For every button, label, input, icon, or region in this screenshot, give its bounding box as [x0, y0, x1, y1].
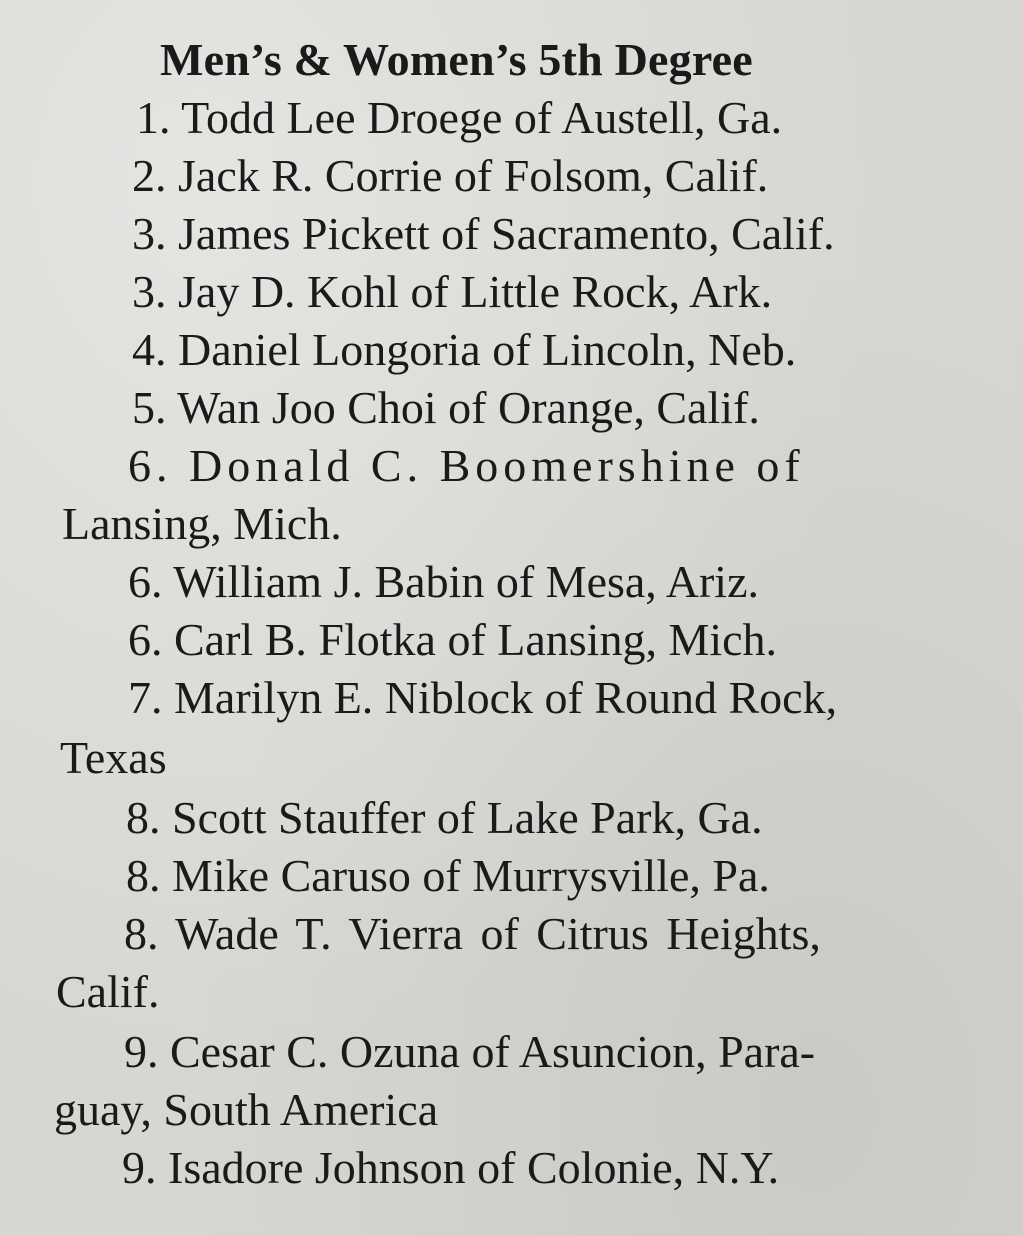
list-item-continuation: guay, South America [54, 1084, 439, 1135]
list-item: 5. Wan Joo Choi of Orange, Calif. [132, 382, 760, 433]
list-item: 6. Carl B. Flotka of Lansing, Mich. [128, 614, 778, 665]
list-item-continuation: Lansing, Mich. [62, 498, 342, 549]
list-item: 7. Marilyn E. Niblock of Round Rock, [128, 672, 838, 723]
list-item: 1. Todd Lee Droege of Austell, Ga. [136, 92, 783, 143]
list-item: 4. Daniel Longoria of Lincoln, Neb. [132, 324, 797, 375]
list-item: 6. Donald C. Boomershine of [128, 440, 805, 491]
list-item-continuation: Texas [60, 732, 167, 783]
list-item-continuation: Calif. [56, 966, 160, 1017]
list-item: 2. Jack R. Corrie of Folsom, Calif. [132, 150, 769, 201]
list-item: 8. Scott Stauffer of Lake Park, Ga. [126, 792, 763, 843]
list-item: 8. Mike Caruso of Murrysville, Pa. [126, 850, 770, 901]
list-item: 9. Isadore Johnson of Colonie, N.Y. [122, 1142, 780, 1193]
list-item: 3. Jay D. Kohl of Little Rock, Ark. [132, 266, 773, 317]
section-heading: Men’s & Women’s 5th Degree [160, 34, 753, 85]
list-item: 3. James Pickett of Sacramento, Calif. [132, 208, 835, 259]
list-item: 8. Wade T. Vierra of Citrus Heights, [124, 908, 821, 959]
list-item: 6. William J. Babin of Mesa, Ariz. [128, 556, 759, 607]
list-item: 9. Cesar C. Ozuna of Asuncion, Para- [124, 1026, 816, 1077]
